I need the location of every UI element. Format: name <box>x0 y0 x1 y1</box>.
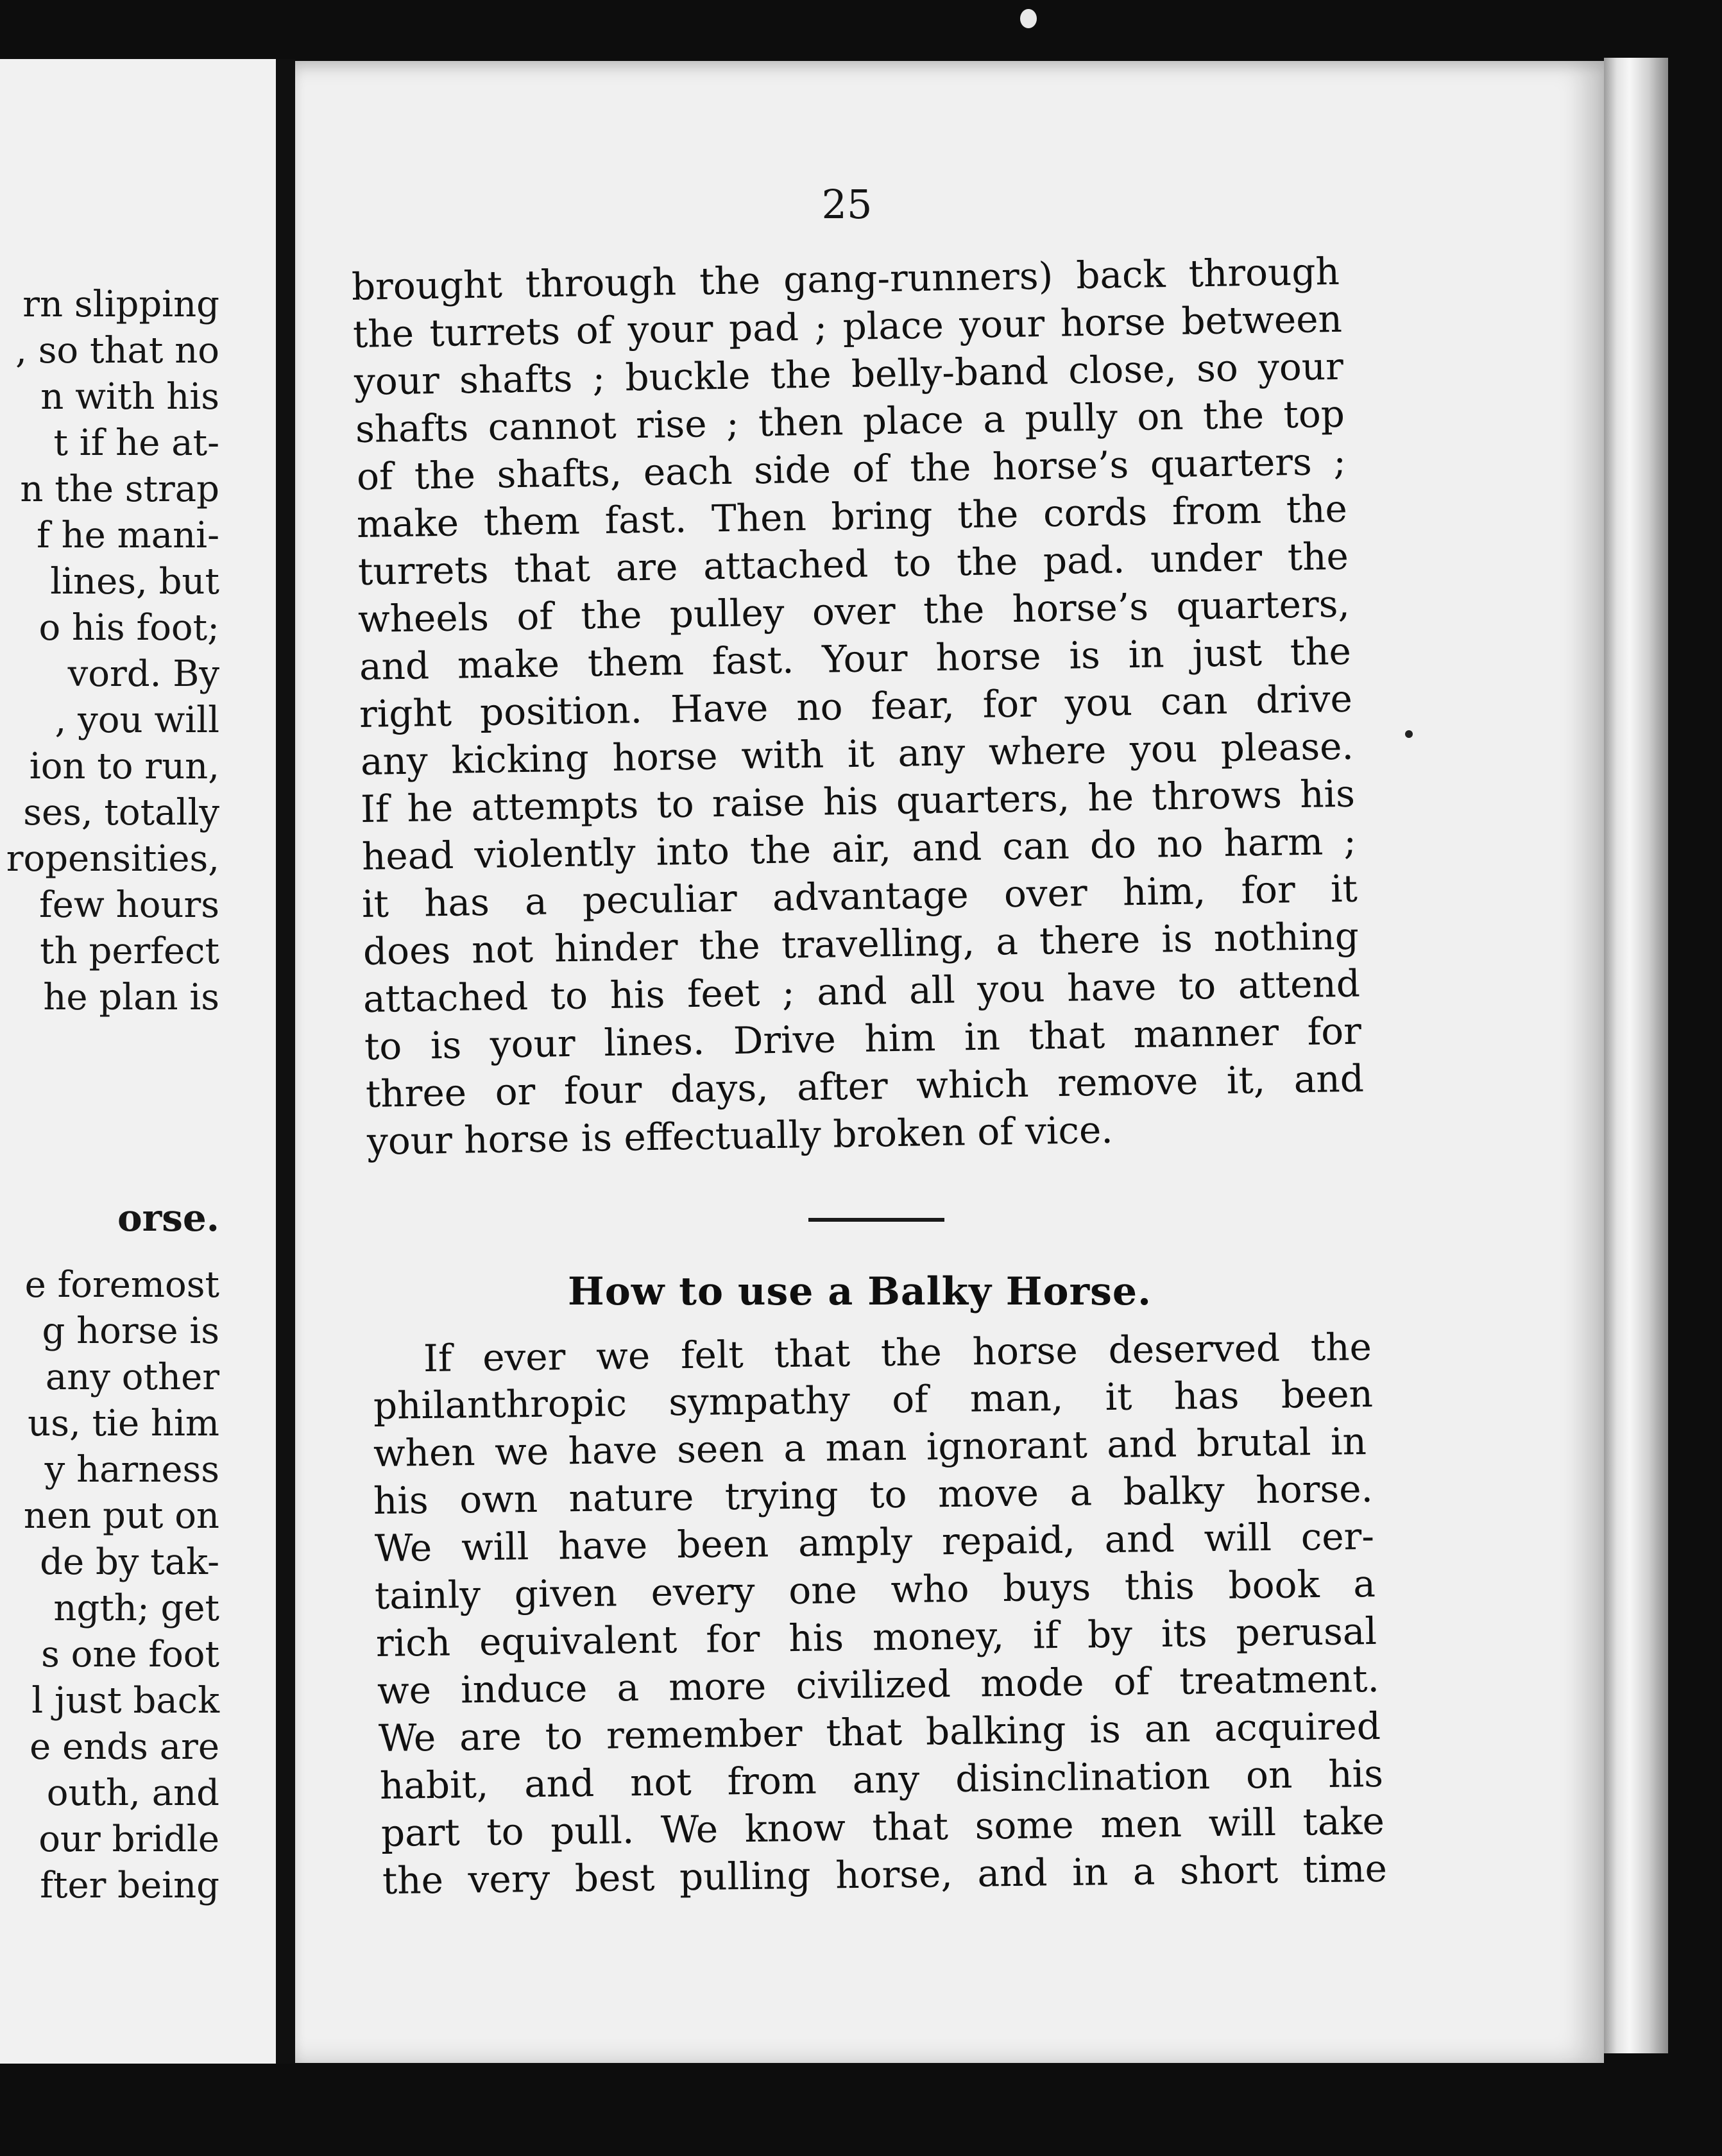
body-line: to is your lines. Drive him in that manner for <box>364 1009 1362 1068</box>
left-line: l just back <box>31 1680 219 1722</box>
body-line: attached to his feet ; and all you have to attend <box>362 961 1361 1021</box>
left-line: th perfect <box>40 930 219 972</box>
body-line: wheels of the pulley over the horse’s quarters, <box>357 581 1351 641</box>
left-line: vord. By <box>67 653 219 695</box>
left-line: he plan is <box>43 977 219 1018</box>
left-line: outh, and <box>46 1772 219 1814</box>
body-line: shafts cannot rise ; then place a pully on the top <box>355 391 1345 451</box>
body-line: part to pull. We know that some men will take <box>380 1799 1385 1855</box>
body-line: philanthropic sympathy of man, it has been <box>373 1371 1374 1428</box>
body-line: we induce a more civilized mode of treatment. <box>377 1656 1380 1713</box>
left-line: ropensities, <box>6 838 219 880</box>
body-line: and make them fast. Your horse is in just the <box>359 629 1352 689</box>
left-line: fter being <box>40 1865 219 1906</box>
body-line: We will have been amply repaid, and will cer- <box>374 1514 1375 1570</box>
left-line: e foremost <box>24 1264 219 1306</box>
left-line: few hours <box>39 884 219 926</box>
left-line: f he mani- <box>37 515 219 556</box>
left-line: ses, totally <box>23 792 219 834</box>
body-line: any kicking horse with it any where you please. <box>360 724 1354 783</box>
book-gutter <box>276 59 295 2064</box>
body-line: If he attempts to raise his quarters, he throws his <box>360 771 1356 831</box>
body-line: three or four days, after which remove it, and <box>365 1056 1365 1116</box>
left-line: o his foot; <box>38 607 219 649</box>
body-line: We are to remember that balking is an acquired <box>378 1704 1381 1760</box>
left-line: us, tie him <box>28 1403 219 1444</box>
body-line: his own nature trying to move a balky horse. <box>373 1466 1374 1523</box>
body-line: the very best pulling horse, and in a short time <box>382 1846 1388 1903</box>
left-line: , you will <box>55 699 219 741</box>
section-divider <box>808 1218 944 1222</box>
body-line: head violently into the air, and can do no harm ; <box>361 819 1357 878</box>
section-title: How to use a Balky Horse. <box>568 1269 1152 1314</box>
left-line: s one foot <box>41 1634 219 1675</box>
left-heading: orse. <box>117 1196 219 1240</box>
body-line: habit, and not from any disinclination on his <box>379 1751 1384 1808</box>
left-page <box>0 59 276 2064</box>
left-line: rn slipping <box>22 284 219 325</box>
body-line: tainly given every one who buys this book a <box>374 1561 1376 1618</box>
left-line: n with his <box>40 376 219 418</box>
body-line: when we have seen a man ignorant and brutal in <box>373 1419 1367 1475</box>
body-line: rich equivalent for his money, if by its perusal <box>375 1609 1377 1665</box>
body-line: turrets that are attached to the pad. under the <box>357 534 1349 594</box>
left-line: any other <box>45 1356 219 1398</box>
left-line: g horse is <box>42 1310 219 1352</box>
left-line: ngth; get <box>53 1587 219 1629</box>
body-line: right position. Have no fear, for you can drive <box>359 676 1353 736</box>
body-line: brought through the gang-runners) back through <box>351 249 1340 309</box>
left-line: t if he at- <box>53 422 219 464</box>
body-line: does not hinder the travelling, a there is nothing <box>362 914 1360 973</box>
body-line: of the shafts, each side of the horse’s quarters ; <box>356 439 1347 499</box>
left-line: e ends are <box>30 1726 219 1768</box>
left-line: , so that no <box>15 330 219 372</box>
left-line: de by tak- <box>40 1541 219 1583</box>
left-line: nen put on <box>23 1495 219 1537</box>
body-line: your shafts ; buckle the belly-band close, so your <box>354 344 1344 404</box>
page-edges <box>1604 58 1668 2053</box>
scan-speck <box>1405 730 1413 738</box>
scan-speck <box>1020 9 1037 28</box>
body-line: your horse is effectually broken of vice. <box>366 1108 1114 1163</box>
left-line: ion to run, <box>29 746 219 787</box>
page-number: 25 <box>821 181 873 228</box>
left-line: y harness <box>44 1449 219 1491</box>
left-line: n the strap <box>20 468 219 510</box>
body-line: make them fast. Then bring the cords from the <box>356 486 1348 546</box>
body-line: the turrets of your pad ; place your horse between <box>352 296 1343 356</box>
left-page-text <box>0 59 219 2064</box>
left-line: lines, but <box>50 561 219 603</box>
left-line: our bridle <box>38 1818 219 1860</box>
body-line: If ever we felt that the horse deserved the <box>423 1324 1372 1380</box>
body-line: it has a peculiar advantage over him, for it <box>361 866 1358 926</box>
